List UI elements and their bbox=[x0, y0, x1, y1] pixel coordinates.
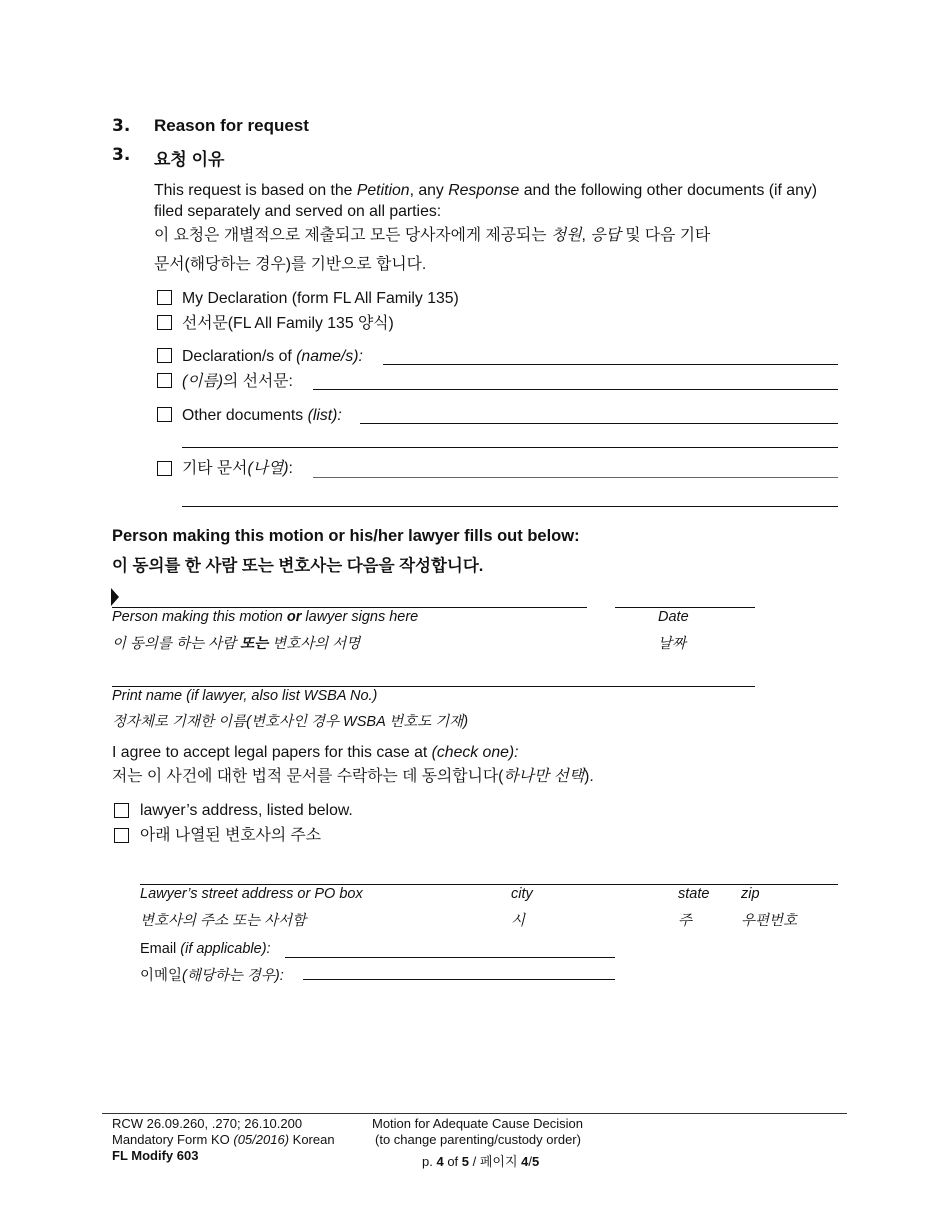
email-line-ko[interactable] bbox=[303, 979, 615, 980]
signature-caption-en: Person making this motion or lawyer signs here bbox=[112, 609, 419, 625]
footer-rcw: RCW 26.09.260, .270; 26.10.200 bbox=[112, 1116, 303, 1131]
declarations-of-checkbox-ko[interactable] bbox=[157, 373, 172, 388]
lawyer-address-label-en: lawyer’s address, listed below. bbox=[140, 802, 353, 819]
address-line[interactable] bbox=[140, 884, 838, 885]
zip-caption-en: zip bbox=[741, 886, 760, 902]
my-declaration-label-en: My Declaration (form FL All Family 135) bbox=[182, 290, 459, 307]
other-documents-checkbox[interactable] bbox=[157, 407, 172, 422]
declarations-of-name-line-ko[interactable] bbox=[313, 389, 838, 390]
signer-heading-en: Person making this motion or his/her lawyer fills out below: bbox=[112, 527, 580, 545]
lawyer-address-checkbox-ko[interactable] bbox=[114, 828, 129, 843]
date-caption-ko: 날짜 bbox=[658, 636, 687, 652]
declarations-of-checkbox[interactable] bbox=[157, 348, 172, 363]
footer-title-2: (to change parenting/custody order) bbox=[375, 1132, 581, 1147]
lawyer-address-label-ko: 아래 나열된 변호사의 주소 bbox=[140, 827, 322, 844]
signature-line[interactable] bbox=[112, 607, 587, 608]
other-documents-label-en: Other documents (list): bbox=[182, 407, 342, 424]
intro-en: This request is based on the Petition, any Response and the following other documents (if any) filed separately and served on all parties: bbox=[154, 182, 818, 220]
section-number-ko: 3. bbox=[112, 145, 131, 165]
my-declaration-checkbox[interactable] bbox=[157, 290, 172, 305]
print-name-caption-en: Print name (if lawyer, also list WSBA No.) bbox=[112, 688, 378, 704]
other-documents-line-1[interactable] bbox=[360, 423, 838, 424]
email-label-ko: 이메일(해당하는 경우): bbox=[140, 968, 284, 984]
my-declaration-checkbox-ko[interactable] bbox=[157, 315, 172, 330]
section-title-en: Reason for request bbox=[154, 116, 309, 135]
city-caption-ko: 시 bbox=[511, 913, 526, 929]
state-caption-ko: 주 bbox=[678, 913, 693, 929]
sign-here-arrow-icon bbox=[111, 588, 119, 606]
date-caption-en: Date bbox=[658, 609, 689, 625]
footer-form: Mandatory Form KO (05/2016) Korean bbox=[112, 1132, 335, 1147]
agree-service-ko: 저는 이 사건에 대한 법적 문서를 수락하는 데 동의합니다(하나만 선택). bbox=[112, 768, 594, 785]
intro-ko-line1: 이 요청은 개별적으로 제출되고 모든 당사자에게 제공되는 청원, 응답 및 다음 기타 bbox=[154, 227, 711, 244]
other-documents-line-ko-1[interactable] bbox=[313, 477, 838, 478]
state-caption-en: state bbox=[678, 886, 710, 902]
declarations-of-label-ko: (이름)의 선서문: bbox=[182, 373, 293, 390]
other-documents-line-2[interactable] bbox=[182, 447, 838, 448]
lawyer-address-checkbox[interactable] bbox=[114, 803, 129, 818]
other-documents-line-ko-2[interactable] bbox=[182, 506, 838, 507]
city-caption-en: city bbox=[511, 886, 533, 902]
my-declaration-label-ko: 선서문(FL All Family 135 양식) bbox=[182, 315, 394, 332]
footer-page-number: p. 4 of 5 / 페이지 4/5 bbox=[422, 1154, 540, 1169]
footer-rule bbox=[102, 1113, 847, 1114]
email-label-en: Email (if applicable): bbox=[140, 941, 271, 957]
agree-service-en: I agree to accept legal papers for this case at (check one): bbox=[112, 744, 519, 761]
print-name-caption-ko: 정자체로 기재한 이름(변호사인 경우 WSBA 번호도 기재) bbox=[112, 714, 469, 730]
print-name-line[interactable] bbox=[112, 686, 755, 687]
footer-title-1: Motion for Adequate Cause Decision bbox=[372, 1116, 584, 1131]
zip-caption-ko: 우편번호 bbox=[741, 913, 798, 929]
signature-caption-ko: 이 동의를 하는 사람 또는 변호사의 서명 bbox=[112, 636, 361, 652]
other-documents-checkbox-ko[interactable] bbox=[157, 461, 172, 476]
footer-form-id: FL Modify 603 bbox=[112, 1148, 199, 1163]
street-caption-en: Lawyer’s street address or PO box bbox=[140, 886, 363, 902]
signer-heading-ko: 이 동의를 한 사람 또는 변호사는 다음을 작성합니다. bbox=[112, 557, 484, 575]
section-number: 3. bbox=[112, 116, 131, 136]
declarations-of-name-line[interactable] bbox=[383, 364, 838, 365]
declarations-of-label-en: Declaration/s of (name/s): bbox=[182, 348, 363, 365]
email-line[interactable] bbox=[285, 957, 615, 958]
date-line[interactable] bbox=[615, 607, 755, 608]
section-title-ko: 요청 이유 bbox=[154, 150, 225, 169]
intro-ko-line2: 문서(해당하는 경우)를 기반으로 합니다. bbox=[154, 256, 427, 273]
street-caption-ko: 변호사의 주소 또는 사서함 bbox=[140, 913, 307, 929]
other-documents-label-ko: 기타 문서(나열): bbox=[182, 460, 293, 477]
